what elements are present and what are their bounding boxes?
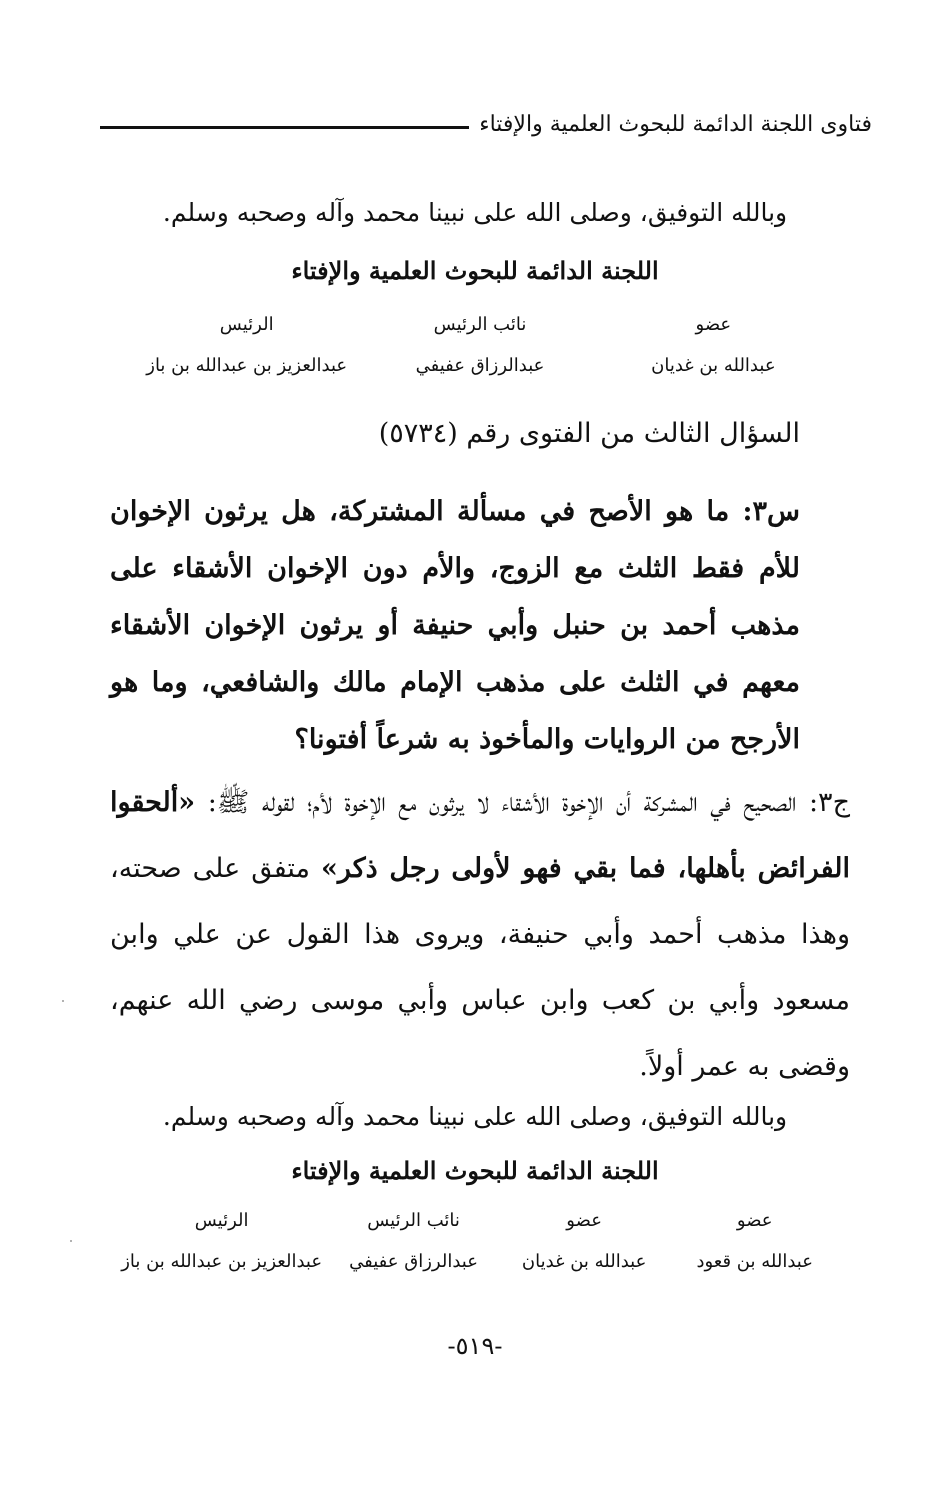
signatory <box>363 314 596 376</box>
signatory-role: عضو <box>695 314 732 335</box>
signatory-name: عبدالرزاق عفيفي <box>349 1251 478 1272</box>
running-title: فتاوى اللجنة الدائمة للبحوث العلمية والإفتاء <box>479 112 872 137</box>
answer-text <box>110 770 850 1100</box>
page-number: -٥١٩- <box>447 1332 503 1360</box>
signatures-block <box>115 1210 840 1272</box>
signatory-role: الرئيس <box>219 314 274 335</box>
hadith-quote: «ألحقوا الفرائض بأهلها، فما بقي فهو لأولى رجل ذكر» <box>110 787 850 884</box>
signatory-role: نائب الرئيس <box>367 1210 460 1231</box>
scan-speck <box>62 1000 64 1002</box>
answer-body: متفق على صحته، وهذا مذهب أحمد وأبي حنيفة، ويروى هذا القول عن علي وابن مسعود وأبي بن كعب وابن عباس وأبي موسى رضي الله عنهم، وقضى به عمر أولاً. <box>110 853 850 1082</box>
committee-name: اللجنة الدائمة للبحوث العلمية والإفتاء <box>291 256 659 285</box>
signatory-name: عبدالله بن قعود <box>696 1251 813 1272</box>
committee-name: اللجنة الدائمة للبحوث العلمية والإفتاء <box>291 1156 659 1185</box>
closing-formula: وبالله التوفيق، وصلى الله على نبينا محمد وآله وصحبه وسلم. <box>162 1102 788 1131</box>
closing-formula: وبالله التوفيق، وصلى الله على نبينا محمد وآله وصحبه وسلم. <box>162 198 788 227</box>
running-header <box>100 112 872 137</box>
signatory-name: عبدالعزيز بن عبدالله بن باز <box>121 1251 323 1272</box>
signatory-role: عضو <box>736 1210 773 1231</box>
answer-intro: ج٣: الصحيح في المشركة أن الإخوة الأشقاء لا يرثون مع الإخوة لأم؛ لقوله ﷺ: <box>195 787 850 818</box>
signatory-name: عبدالله بن غديان <box>651 355 776 376</box>
signatory <box>130 314 363 376</box>
signatory-name: عبدالرزاق عفيفي <box>415 355 545 376</box>
signatory <box>499 1210 670 1272</box>
signatory-name: عبدالله بن غديان <box>521 1251 647 1272</box>
question-text: س٣: ما هو الأصح في مسألة المشتركة، هل يرثون الإخوان للأم فقط الثلث مع الزوج، والأم دون الإخوان الأشقاء على مذهب أحمد بن حنبل وأبي حنيفة أو يرثون الإخوان الأشقاء معهم في الثلث على مذهب الإمام مالك والشافعي، وما هو الأرجح من الروايات والمأخوذ به شرعاً أفتونا؟ <box>110 496 800 755</box>
signatory-role: نائب الرئيس <box>433 314 527 335</box>
signatory-name: عبدالعزيز بن عبدالله بن باز <box>146 355 348 376</box>
signatory-role: الرئيس <box>194 1210 249 1231</box>
scan-speck <box>70 1240 72 1242</box>
question-heading: السؤال الثالث من الفتوى رقم (٥٧٣٤) <box>378 418 800 449</box>
signatory <box>669 1210 840 1272</box>
signatory-role: عضو <box>566 1210 602 1231</box>
signatory <box>115 1210 328 1272</box>
signatory <box>597 314 830 376</box>
signatures-block <box>130 314 830 376</box>
signatory <box>328 1210 499 1272</box>
header-rule <box>100 126 469 129</box>
